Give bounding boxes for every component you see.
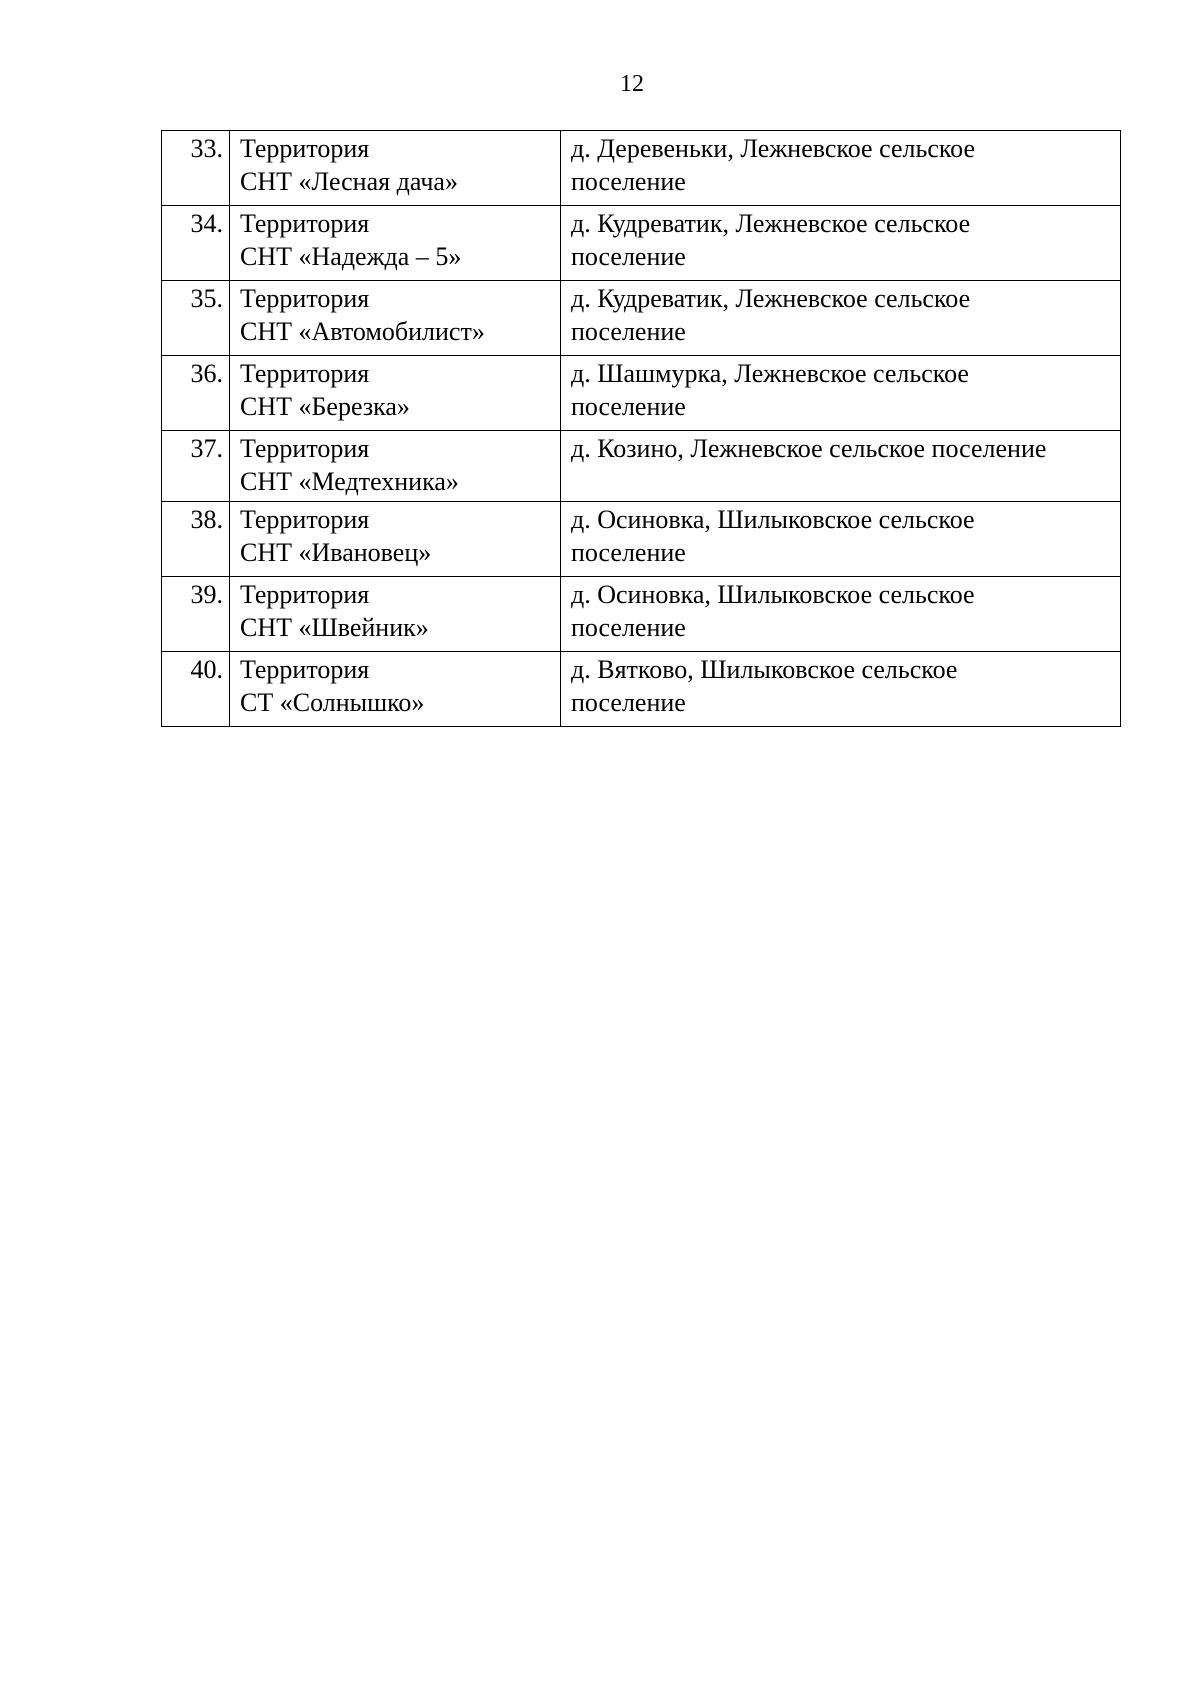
- territory-label: Территория: [240, 284, 370, 313]
- territory-name: СНТ «Ивановец»: [240, 538, 432, 567]
- territory-name-cell: [230, 281, 561, 356]
- location-cell: [561, 206, 1121, 281]
- territory-name: СТ «Солнышко»: [240, 688, 425, 717]
- table-row: [162, 206, 1121, 281]
- location-line: д. Осиновка, Шилыковское сельское: [571, 580, 975, 609]
- territory-name-cell: [230, 356, 561, 431]
- table-row: [162, 431, 1121, 502]
- territory-name: СНТ «Швейник»: [240, 613, 429, 642]
- location-cell: [561, 356, 1121, 431]
- territory-label: Территория: [240, 580, 370, 609]
- location-line: поселение: [571, 392, 686, 421]
- location-line: д. Козино, Лежневское сельское поселение: [571, 434, 1047, 463]
- location-line: поселение: [571, 317, 686, 346]
- territory-name: СНТ «Автомобилист»: [240, 317, 485, 346]
- territory-name-cell: [230, 431, 561, 502]
- row-number: 36.: [162, 356, 230, 431]
- location-line: д. Шашмурка, Лежневское сельское: [571, 359, 969, 388]
- row-number: 34.: [162, 206, 230, 281]
- territory-label: Территория: [240, 134, 370, 163]
- row-number: 39.: [162, 577, 230, 652]
- territory-name-cell: [230, 652, 561, 727]
- territory-name-cell: [230, 577, 561, 652]
- page-number: 12: [620, 71, 644, 97]
- table-row: [162, 356, 1121, 431]
- location-line: поселение: [571, 688, 686, 717]
- location-line: поселение: [571, 242, 686, 271]
- row-number: 38.: [162, 502, 230, 577]
- location-cell: [561, 131, 1121, 206]
- row-number: 37.: [162, 431, 230, 502]
- territory-label: Территория: [240, 209, 370, 238]
- territory-label: Территория: [240, 505, 370, 534]
- territory-name: СНТ «Березка»: [240, 392, 410, 421]
- row-number: 40.: [162, 652, 230, 727]
- location-line: д. Кудреватик, Лежневское сельское: [571, 209, 971, 238]
- location-cell: [561, 281, 1121, 356]
- territory-label: Территория: [240, 434, 370, 463]
- location-cell: [561, 502, 1121, 577]
- location-cell: [561, 652, 1121, 727]
- location-line: д. Вятково, Шилыковское сельское: [571, 655, 958, 684]
- location-cell: [561, 577, 1121, 652]
- territory-name-cell: [230, 206, 561, 281]
- territory-name: СНТ «Медтехника»: [240, 467, 459, 496]
- location-line: д. Осиновка, Шилыковское сельское: [571, 505, 975, 534]
- table-row: [162, 577, 1121, 652]
- territory-name: СНТ «Лесная дача»: [240, 167, 458, 196]
- location-cell: [561, 431, 1121, 502]
- table-row: [162, 652, 1121, 727]
- territory-label: Территория: [240, 359, 370, 388]
- location-line: д. Деревеньки, Лежневское сельское: [571, 134, 976, 163]
- territory-label: Территория: [240, 655, 370, 684]
- table-row: [162, 281, 1121, 356]
- territory-name-cell: [230, 131, 561, 206]
- territories-table: [161, 130, 1121, 727]
- row-number: 33.: [162, 131, 230, 206]
- row-number: 35.: [162, 281, 230, 356]
- location-line: д. Кудреватик, Лежневское сельское: [571, 284, 971, 313]
- table-row: [162, 502, 1121, 577]
- territory-name: СНТ «Надежда – 5»: [240, 242, 462, 271]
- location-line: поселение: [571, 613, 686, 642]
- table-row: [162, 131, 1121, 206]
- location-line: поселение: [571, 538, 686, 567]
- location-line: поселение: [571, 167, 686, 196]
- territory-name-cell: [230, 502, 561, 577]
